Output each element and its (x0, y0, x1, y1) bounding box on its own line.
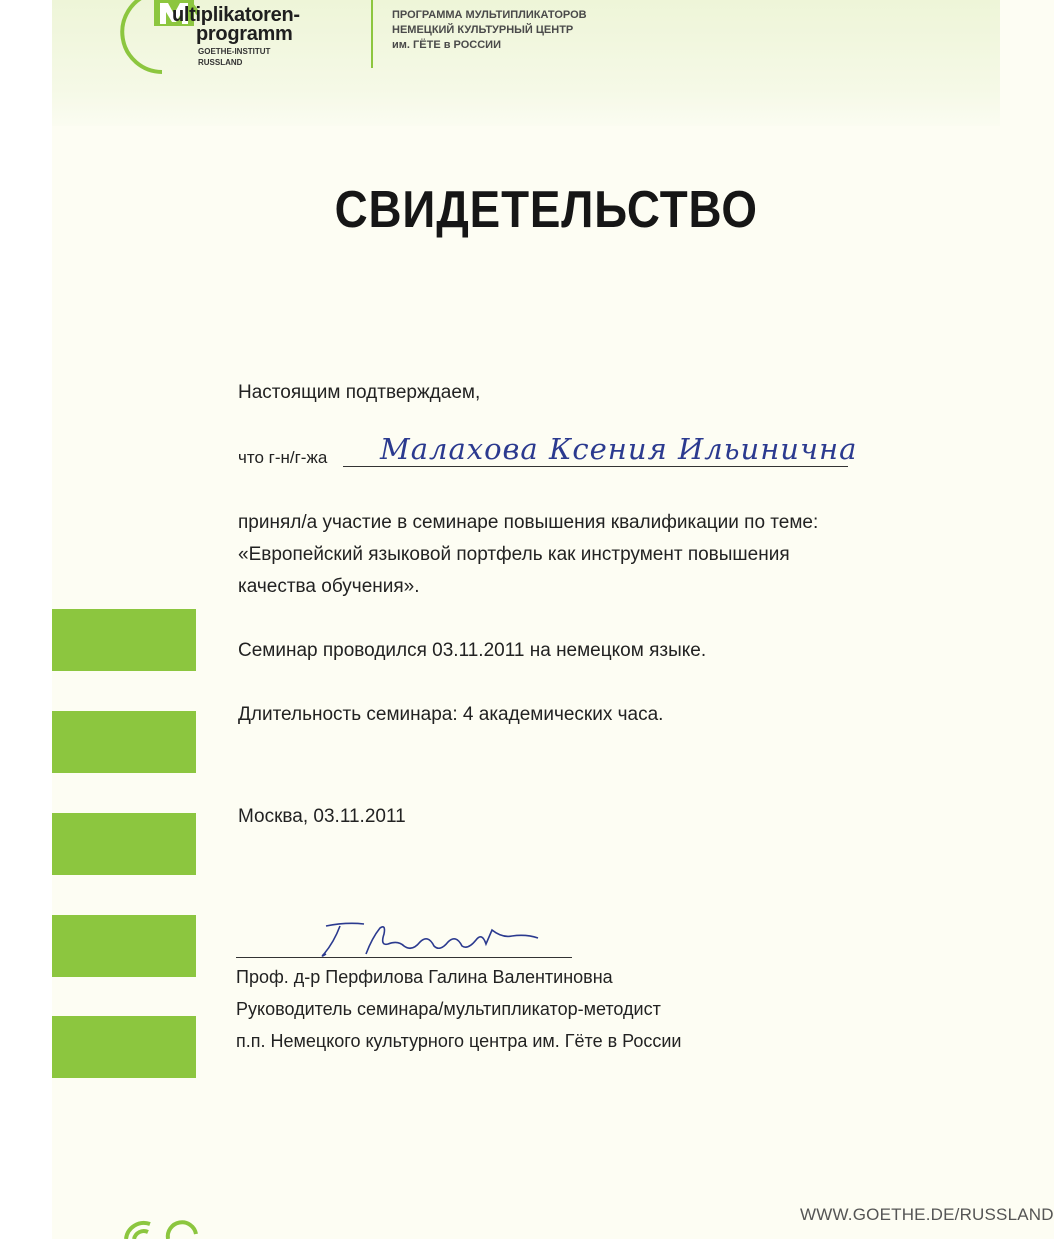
handwritten-signature (316, 918, 546, 962)
logo-subtitle-country: RUSSLAND (198, 58, 243, 67)
decorative-green-block-3 (52, 813, 196, 875)
decorative-green-block-1 (52, 609, 196, 671)
goethe-corner-logo (120, 1212, 200, 1239)
name-underline (343, 466, 848, 467)
signatory-role: Руководитель семинара/мультипликатор-методист (236, 999, 661, 1019)
name-label: что г-н/г-жа (238, 448, 328, 467)
org-name-line-1: ПРОГРАММА МУЛЬТИПЛИКАТОРОВ (392, 9, 587, 21)
decorative-green-block-4 (52, 915, 196, 977)
logo-subtitle-institute: GOETHE-INSTITUT (198, 47, 271, 56)
org-name-line-3: им. ГЁТЕ в РОССИИ (392, 39, 501, 51)
seminar-info: Семинар проводился 03.11.2011 на немецком языке. (238, 640, 707, 661)
signature-line (236, 957, 572, 958)
handwritten-name: Малахова Ксения Ильинична (380, 432, 858, 466)
signatory-organization: п.п. Немецкого культурного центра им. Гёте в России (236, 1031, 682, 1051)
topic-line-1: «Европейский языковой портфель как инструмент повышения (238, 544, 790, 565)
logo-text-line1: ultiplikatoren- (172, 4, 300, 26)
header-divider (371, 0, 373, 68)
org-name-line-2: НЕМЕЦКИЙ КУЛЬТУРНЫЙ ЦЕНТР (392, 24, 574, 36)
decorative-green-block-5 (52, 1016, 196, 1078)
intro-text: Настоящим подтверждаем, (238, 382, 481, 403)
topic-line-2: качества обучения». (238, 576, 420, 597)
participation-text: принял/а участие в семинаре повышения квалификации по теме: (238, 512, 819, 533)
certificate-title: СВИДЕТЕЛЬСТВО (334, 181, 758, 239)
footer-website-url: WWW.GOETHE.DE/RUSSLAND (800, 1205, 1054, 1224)
place-and-date: Москва, 03.11.2011 (238, 806, 406, 827)
logo-text-line2: programm (196, 23, 293, 45)
decorative-green-block-2 (52, 711, 196, 773)
signatory-name: Проф. д-р Перфилова Галина Валентиновна (236, 967, 613, 987)
seminar-duration: Длительность семинара: 4 академических часа. (238, 704, 664, 725)
left-margin (0, 0, 52, 1239)
